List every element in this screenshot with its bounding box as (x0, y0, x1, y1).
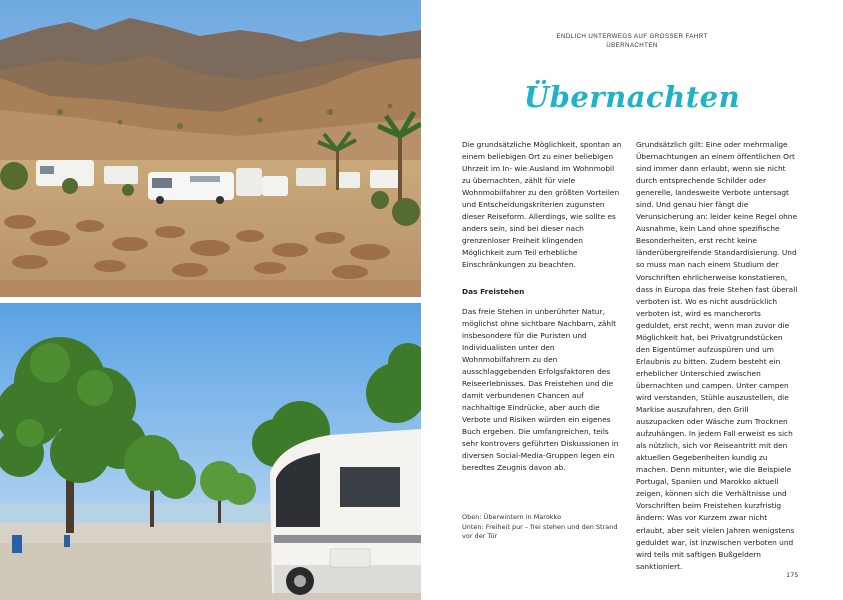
intro-paragraph: Die grundsätzliche Möglichkeit, spontan an einem beliebigen Ort zu einer beliebigen Uhrzeit im In- wie Ausland im Wohnmobil zu übernachten, zählt für viele Wohnmobilfahrer zu den größten Vorteilen und Entscheidungskriterien zugunsten dieser Reiseform. Allerdings, wie sollte es anders sein, sind bei dieser nach grenzenloser Freiheit klingenden Möglichkeit zum Teil erhebliche Einschränkungen zu beachten. (462, 140, 622, 270)
caption-bottom: Unten: Freiheit pur – frei stehen und den Strand vor der Tür (462, 522, 618, 540)
motorhome-illustration (0, 303, 421, 600)
page-number: 175 (786, 571, 799, 579)
text-column-left (462, 139, 622, 474)
photo-morocco-campsite (0, 0, 421, 297)
page-title: Übernachten (523, 80, 741, 114)
subheading-freistehen: Das Freistehen (462, 286, 525, 296)
header-line-1: ENDLICH UNTERWEGS AUF GROSSER FAHRT (556, 33, 708, 40)
left-page (0, 0, 421, 600)
header-line-2: ÜBERNACHTEN (606, 42, 658, 49)
photo-motorhome-beach (0, 303, 421, 600)
photo-caption (462, 513, 622, 542)
freistehen-paragraph: Das freie Stehen in unberührter Natur, möglichst ohne sichtbare Nachbarn, zählt insbesondere für die Puristen und Individualisten unter den Wohnmobilfahrern zu den ausschlaggebenden Erfolgsfaktoren des Reiseerlebnisses. Das Freistehen und die damit verbundenen Chancen auf nachhaltige Eindrücke, aber auch die Verbote und Risiken würden ein eigenes Buch ergeben. Die umfangreichen, teils sehr kontrovers geführten Diskussionen in diversen Social-Media-Gruppen legen ein beredtes Zeugnis davon ab. (462, 306, 619, 473)
rules-paragraph: Grundsätzlich gilt: Eine oder mehrmalige Übernachtungen an einem öffentlichen Ort sind immer dann erlaubt, wenn sie nicht durch entsprechende Schilder oder generelle, landesweite Verbote untersagt sind. Und genau hier fängt die Verunsicherung an: leider keine Regel ohne Ausnahme, kein Land ohne spezifische Besonderheiten, erst recht keine länderübergreifende Standardisierung. Und so muss man nach einem Studium der Vorschriften ehrlicherweise konstatieren, dass in Europa das freie Stehen fast überall verboten ist. Wo es nicht ausdrücklich verboten ist, wird es mancherorts geduldet, erst recht, wenn man zuvor die Möglichkeit hat, bei Privatgrundstücken den Eigentümer aufzuspüren und um Erlaubnis zu bitten. Zudem besteht ein erheblicher Unterschied zwischen übernachten und campen. Unter campen wird verstanden, Stühle auszustellen, die Markise auszufahren, den Grill auszupacken oder Wäsche zum Trocknen aufzuhängen. In jedem Fall erweist es sich als nützlich, sich vor Reiseantritt mit den aktuellen Gegebenheiten kundig zu machen. Denn mitunter, wie die Beispiele Portugal, Spanien und Marokko aktuell zeigen, können sich die Verhältnisse und Vorschriften beim Freistehen kurzfristig ändern: Was vor Kurzem zwar nicht erlaubt, aber seit vielen Jahren wenigstens geduldet war, ist inzwischen verboten und wird teils mit saftigen Bußgeldern sanktioniert. (636, 140, 798, 571)
text-column-right (636, 139, 798, 573)
campsite-illustration (0, 0, 421, 297)
running-header (421, 32, 843, 50)
caption-top: Oben: Überwintern in Marokko (462, 513, 562, 521)
